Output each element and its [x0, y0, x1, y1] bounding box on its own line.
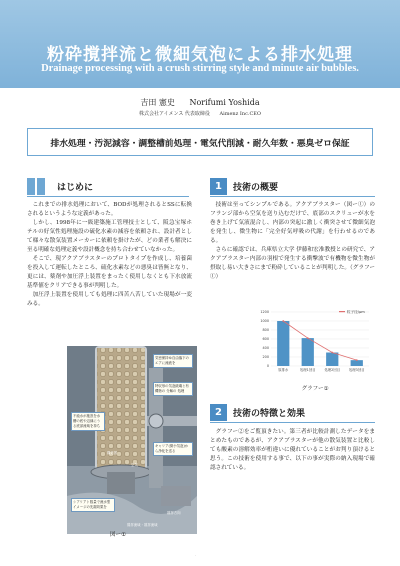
page-title-en: Drainage processing with a crush stirring style and minute air bubbles. — [41, 63, 359, 74]
section-1-title: 技術の概要 — [233, 183, 279, 193]
heading-underline — [210, 422, 375, 423]
paragraph: これまでの排水処理において、BODが処理されるとSSに転換されるというような定義があった。 — [27, 202, 192, 217]
affiliation-ja: 株式会社アイメンス 代表取締役 — [138, 111, 210, 117]
callout-3: 特収形の気泡破壊と有機物の 分解の 処理 — [153, 382, 193, 396]
y-tick-label: 1000 — [260, 319, 269, 324]
x-tick-label: 処理1回目 — [299, 368, 316, 372]
aqua-blaster-photo — [67, 346, 197, 534]
section-intro-body — [27, 201, 192, 309]
y-tick-label: 600 — [262, 337, 269, 342]
y-tick-label: 800 — [262, 328, 269, 333]
section-2-body — [210, 428, 375, 473]
y-tick-label: 200 — [262, 355, 269, 360]
chart-bars — [277, 321, 363, 366]
y-tick-label: 400 — [262, 346, 269, 351]
x-tick-label: 処理2回目 — [324, 368, 341, 372]
topics-box — [27, 128, 373, 156]
label-air: 空気 — [131, 463, 138, 467]
heading-underline — [27, 196, 189, 197]
paragraph: 技術は至ってシンプルである。アクアブラスター（図ー①）のフランジ部から空気を送り込むだけで、底部のスクリューが水を巻き上げて気液混合し、内部の突起に激しく衝突させて微細気泡を発生し、微生物に「完全好気呼吸の代謝」を行わせるのである。 — [210, 202, 375, 244]
topics-text: 排水処理・汚泥減容・調整槽前処理・電気代削減・耐久年数・悪臭ゼロ保証 — [50, 138, 350, 149]
section-2-title: 技術の特徴と効果 — [233, 409, 306, 419]
page-title: 粉砕撹拌流と微細気泡による排水処理 — [47, 45, 353, 65]
author-name-en: Norifumi Yoshida — [189, 98, 260, 107]
callout-4: キャリア(微小気泡)から浄化を送る — [153, 442, 193, 456]
data-point — [282, 320, 284, 322]
section-intro-heading — [27, 178, 189, 195]
affiliation-en: Aimenz Inc.CEO — [219, 111, 262, 117]
author-line — [0, 97, 400, 108]
x-tick-label: 原排水 — [278, 368, 289, 372]
figure-1-caption: 図ー① — [110, 532, 126, 538]
data-point — [356, 359, 358, 361]
legend-label: 粒子径/μm — [347, 310, 365, 314]
y-tick-label: 1200 — [260, 310, 269, 315]
chart-bar — [326, 353, 338, 367]
section-1-heading — [210, 178, 375, 195]
paragraph: しかし、1998年に一級建築施工管理技士として、阪急宝塚ホテルの好気性処理施設の硫化水素の減容を依頼され、設計者として様々な散気装置メーカーに依頼を掛けたが、どの業者も解決に至る明確な処理定義や設計概念を持ち合わせていなかった。 — [27, 220, 192, 253]
heading-marker — [37, 178, 45, 195]
chart-y-ticks — [260, 310, 269, 368]
heading-marker — [27, 178, 35, 195]
chart-bar — [302, 338, 314, 366]
section-2-number: 2 — [210, 404, 227, 421]
chart-line — [282, 320, 357, 361]
figure-2-caption: グラフー① — [301, 386, 329, 392]
paragraph: そこで、現アクアブラスターのプロトタイプを作成し、培養菌を投入して運転したところ、硫化水素などの悪臭は皆無となり、更には、薬剤や加圧浮上装置をまったく使用しなくとも下水放流基準値をクリアできる事が判明した。 — [27, 256, 192, 289]
heading-underline — [210, 196, 375, 197]
particle-size-chart — [255, 306, 375, 380]
legend-swatch — [339, 311, 345, 312]
y-tick-label: 0 — [266, 364, 269, 369]
author-name-ja: 吉田 憲史 — [140, 98, 175, 107]
label-flow: 攪拌流域・撹拌流域 — [127, 523, 158, 527]
paragraph: さらに確認では、兵庫県立大学 伊藤和宏准教授との研究で、アクアブラスター内部の羽根で発生する衝撃波で有機物を微生物が摂取し易い大きさにまで粉砕していることが判明した。（グラフー①） — [210, 247, 375, 280]
callout-1: 気密保持ゆ自由落下のエアに流液を — [153, 354, 193, 368]
chart-x-ticks — [278, 367, 364, 372]
section-intro-title: はじめに — [57, 183, 94, 193]
data-point — [331, 352, 333, 354]
paragraph: 加圧浮上装置を使用しても処理に四苦八苦していた現場が一変みる。 — [27, 292, 192, 307]
title-banner — [0, 0, 400, 88]
page-number-mark: · — [195, 553, 197, 558]
series-line — [283, 321, 357, 360]
chart-bar — [277, 321, 289, 366]
label-structure: 構造図 — [107, 451, 118, 455]
section-1-number: 1 — [210, 178, 227, 195]
callout-2: 不純水が施設を水槽の底や辺縁にうる底部流域を持ち — [71, 412, 105, 431]
affiliation-line — [0, 110, 400, 117]
chart-legend — [339, 309, 365, 314]
section-2-heading — [210, 404, 375, 421]
callout-5: シアリアト数量で流水型イメージの先端効果を — [71, 498, 115, 512]
label-direction: 撹拌方向 — [167, 511, 181, 515]
data-point — [307, 337, 309, 339]
section-1-body — [210, 201, 375, 282]
x-tick-label: 処理3回目 — [348, 368, 365, 372]
paragraph: グラフー②をご覧頂きたい。第三者が比較計測したデータをまとめたものであるが、アクアブラスターが他の散気装置と比較しても酸素の溶解効率が桁違いに優れていることがお判り頂けると思う。この技術を使用する事で、以下の事が実際の納入現場で確認されている。 — [210, 429, 375, 471]
